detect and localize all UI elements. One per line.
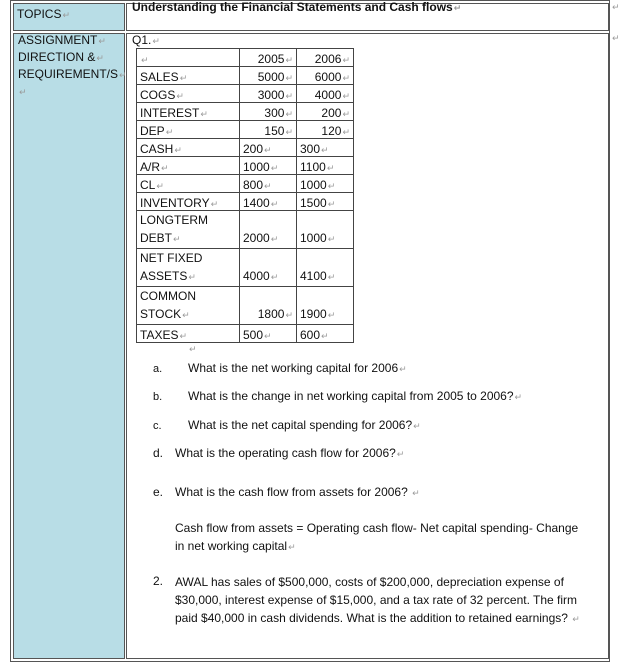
sub-question-e: e. What is the cash flow from assets for 2006? ↵ <box>153 485 420 499</box>
question-2-marker: 2. <box>153 574 164 588</box>
table-row: CL↵ 800↵ 1000↵ <box>137 175 354 193</box>
cash-flow-formula: Cash flow from assets = Operating cash flow- Net capital spending- Change in net working capital↵ <box>175 521 579 553</box>
question-1-label: Q1.↵ <box>132 33 160 47</box>
sub-question-a: a. What is the net working capital for 2006↵ <box>153 361 407 375</box>
table-row: COGS↵ 3000↵ 4000↵ <box>137 85 354 103</box>
topics-label: TOPICS↵ <box>17 7 71 21</box>
table-row: TAXES↵ 500↵ 600↵ <box>137 325 354 343</box>
table-row: DEP↵ 150↵ 120↵ <box>137 121 354 139</box>
financial-table <box>136 48 354 343</box>
sub-question-b: b. What is the change in net working capital from 2005 to 2006?↵ <box>153 389 523 403</box>
table-row: A/R↵ 1000↵ 1100↵ <box>137 157 354 175</box>
table-row: ↵ 2005↵ 2006↵ <box>137 49 354 67</box>
question-2-text: AWAL has sales of $500,000, costs of $200,000, depreciation expense of $30,000, interest expense of $15,000, and a tax rate of 32 percent. The firm paid $40,000 in cash dividends. What is the addition to retained earnings? ↵ <box>175 575 580 625</box>
table-row: SALES↵ 5000↵ 6000↵ <box>137 67 354 85</box>
sub-question-d: d. What is the operating cash flow for 2006?↵ <box>153 446 405 460</box>
table-row: NET FIXED ASSETS↵ 4000↵ 4100↵ <box>137 249 354 287</box>
table-row: INTEREST↵ 300↵ 200↵ <box>137 103 354 121</box>
page-title: Understanding the Financial Statements and Cash flows↵ <box>132 0 462 14</box>
assignment-cell <box>13 33 125 659</box>
table-row: CASH↵ 200↵ 300↵ <box>137 139 354 157</box>
table-row: INVENTORY↵ 1400↵ 1500↵ <box>137 193 354 211</box>
assignment-label: ASSIGNMENT↵ DIRECTION &↵ REQUIREMENT/S↵ ↵ <box>18 33 127 97</box>
sub-question-c: c. What is the net capital spending for 2006?↵ <box>153 418 421 432</box>
table-row: LONGTERM DEBT↵ 2000↵ 1000↵ <box>137 211 354 249</box>
table-row: COMMON STOCK↵ 1800↵ 1900↵ <box>137 287 354 325</box>
